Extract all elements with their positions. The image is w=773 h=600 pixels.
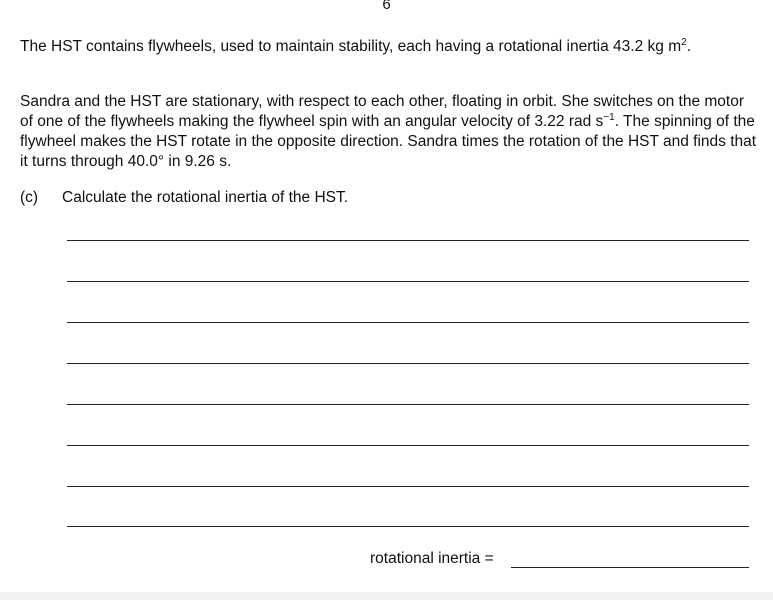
question-text: Calculate the rotational inertia of the HST. [62,189,349,206]
page-number: 6 [382,0,391,13]
intro-text-end: . [686,38,691,55]
answer-line-7[interactable] [67,486,749,487]
intro-text: The HST contains flywheels, used to maintain stability, each having a rotational inertia 43.2 kg m [20,38,682,55]
squared-superscript: 2 [681,37,687,48]
page-bottom-edge [0,592,773,600]
answer-line-5[interactable] [67,404,749,405]
question-c [20,188,348,208]
intro-paragraph [20,37,760,57]
answer-line-6[interactable] [67,445,749,446]
context-paragraph [20,92,760,172]
answer-line-8[interactable] [67,526,749,527]
inverse-superscript: −1 [603,112,615,123]
answer-line-3[interactable] [67,322,749,323]
answer-line-4[interactable] [67,363,749,364]
final-answer-label: rotational inertia = [370,550,494,567]
answer-line-2[interactable] [67,281,749,282]
final-answer-blank[interactable] [511,567,749,568]
context-text-b: . The spinning of the flywheel makes the HST rotate in the opposite direction. Sandra times the rotation of the HST and finds that it turns through 40.0° in 9.26 s. [20,113,757,170]
context-text-a: Sandra and the HST are stationary, with respect to each other, floating in orbit. She switches on the motor of one of the flywheels making the flywheel spin with an angular velocity of 3.22 rad s [20,93,745,130]
answer-line-1[interactable] [67,240,749,241]
question-label: (c) [20,189,39,206]
